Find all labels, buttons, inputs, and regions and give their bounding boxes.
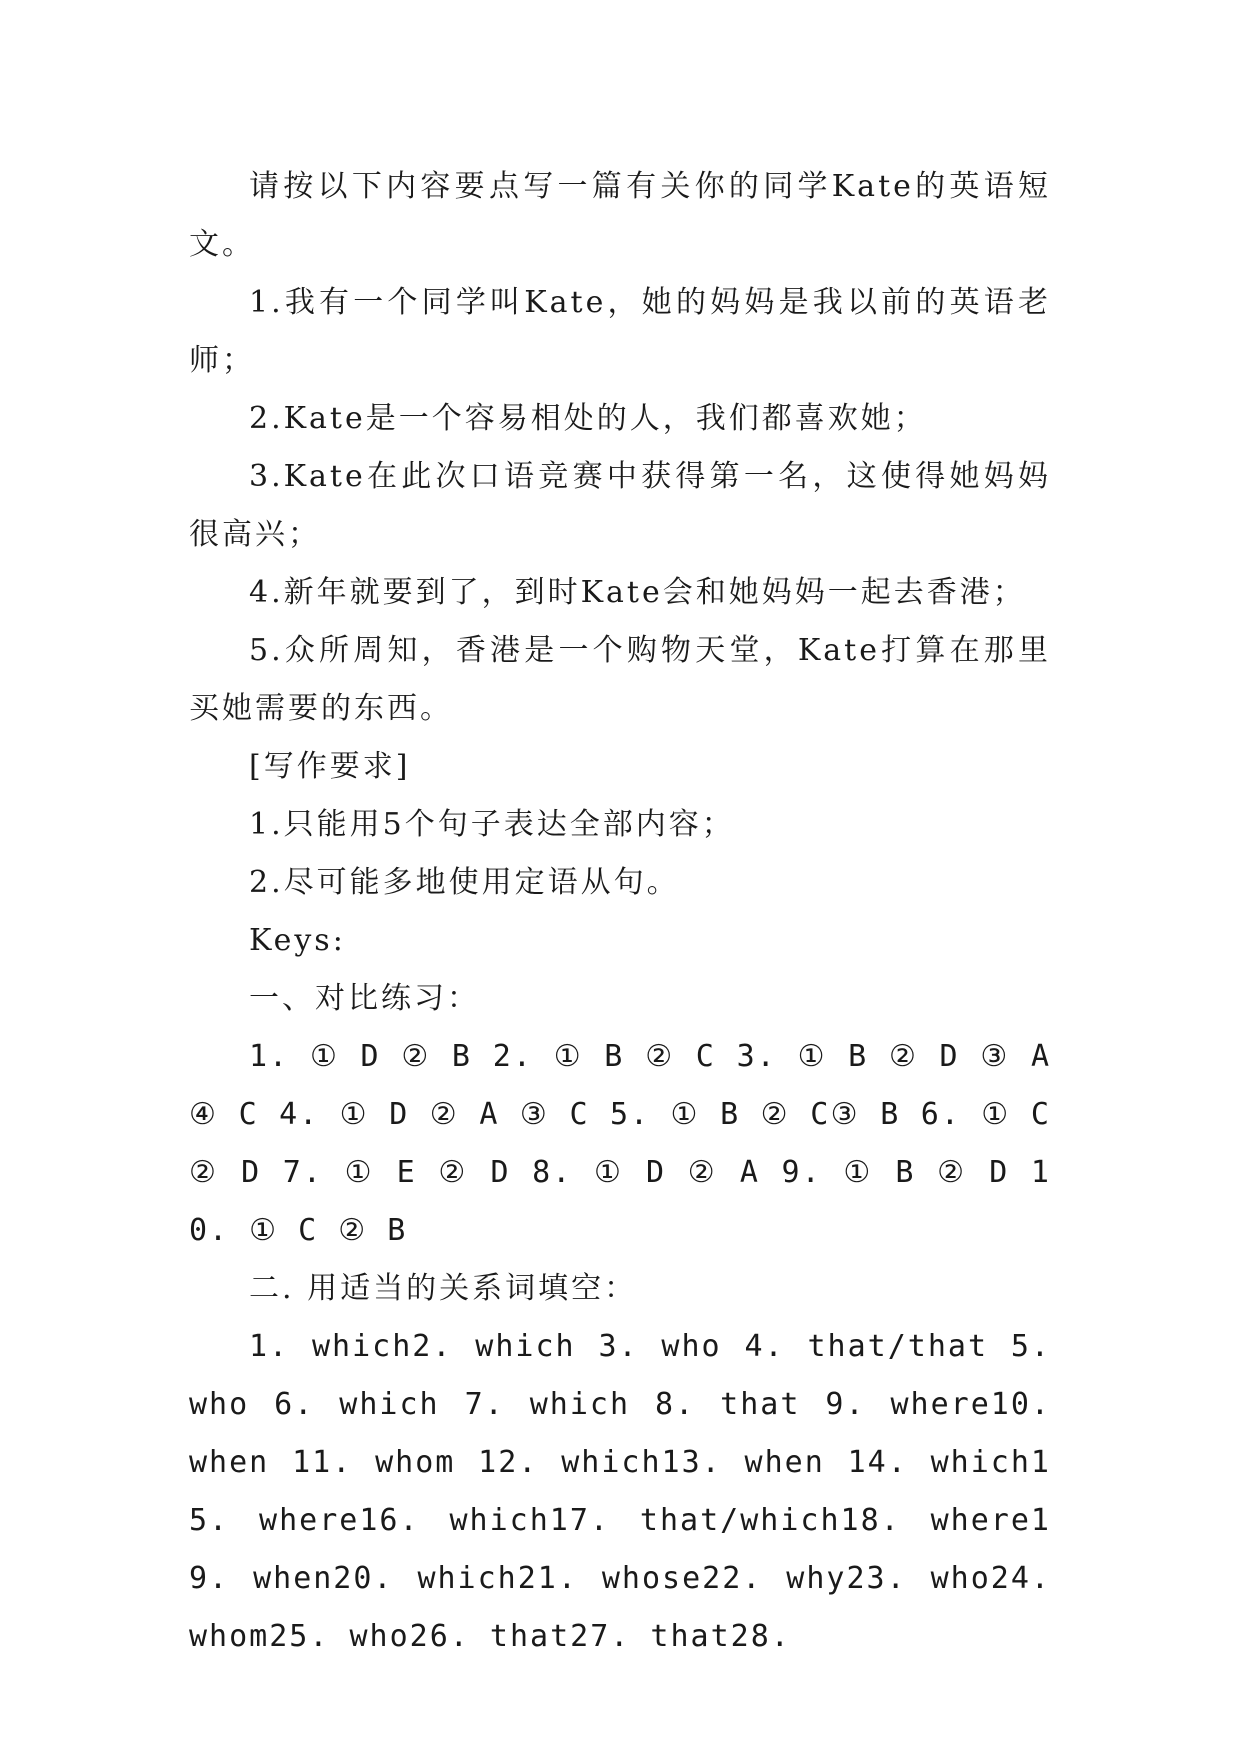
content-point-5: 5.众所周知，香港是一个购物天堂，Kate打算在那里买她需要的东西。 bbox=[189, 633, 1051, 726]
section-2-answers: 1. which2. which 3. who 4. that/that 5. who 6. which 7. which 8. that 9. where10. when 11. whom 12. which13. when 14. which15. where16. which17. that/which18. where19. when20. which21. whose22. why23. who24. whom25. who26. that27. that28. bbox=[189, 1329, 1051, 1654]
keys-heading: Keys: bbox=[249, 923, 346, 958]
content-point-1: 1.我有一个同学叫Kate，她的妈妈是我以前的英语老师； bbox=[189, 285, 1051, 378]
content-point-2: 2.Kate是一个容易相处的人，我们都喜欢她； bbox=[249, 401, 927, 436]
section-1-heading: 一、对比练习： bbox=[249, 981, 480, 1016]
requirement-1: 1.只能用5个句子表达全部内容； bbox=[249, 807, 735, 842]
section-2-heading: 二. 用适当的关系词填空： bbox=[249, 1271, 638, 1306]
requirements-heading: [写作要求] bbox=[249, 749, 411, 784]
section-1-answers: 1. ① D ② B 2. ① B ② C 3. ① B ② D ③ A ④ C 4. ① D ② A ③ C 5. ① B ② C③ B 6. ① C ② D 7. ① E ② D 8. ① D ② A 9. ① B ② D 10. ① C ② B bbox=[189, 1039, 1051, 1248]
content-point-4: 4.新年就要到了，到时Kate会和她妈妈一起去香港； bbox=[249, 575, 1026, 610]
writing-prompt: 请按以下内容要点写一篇有关你的同学Kate的英语短文。 bbox=[189, 169, 1051, 262]
document-page bbox=[189, 158, 1051, 1666]
requirement-2: 2.尽可能多地使用定语从句。 bbox=[249, 865, 680, 900]
content-point-3: 3.Kate在此次口语竞赛中获得第一名，这使得她妈妈很高兴； bbox=[189, 459, 1051, 552]
